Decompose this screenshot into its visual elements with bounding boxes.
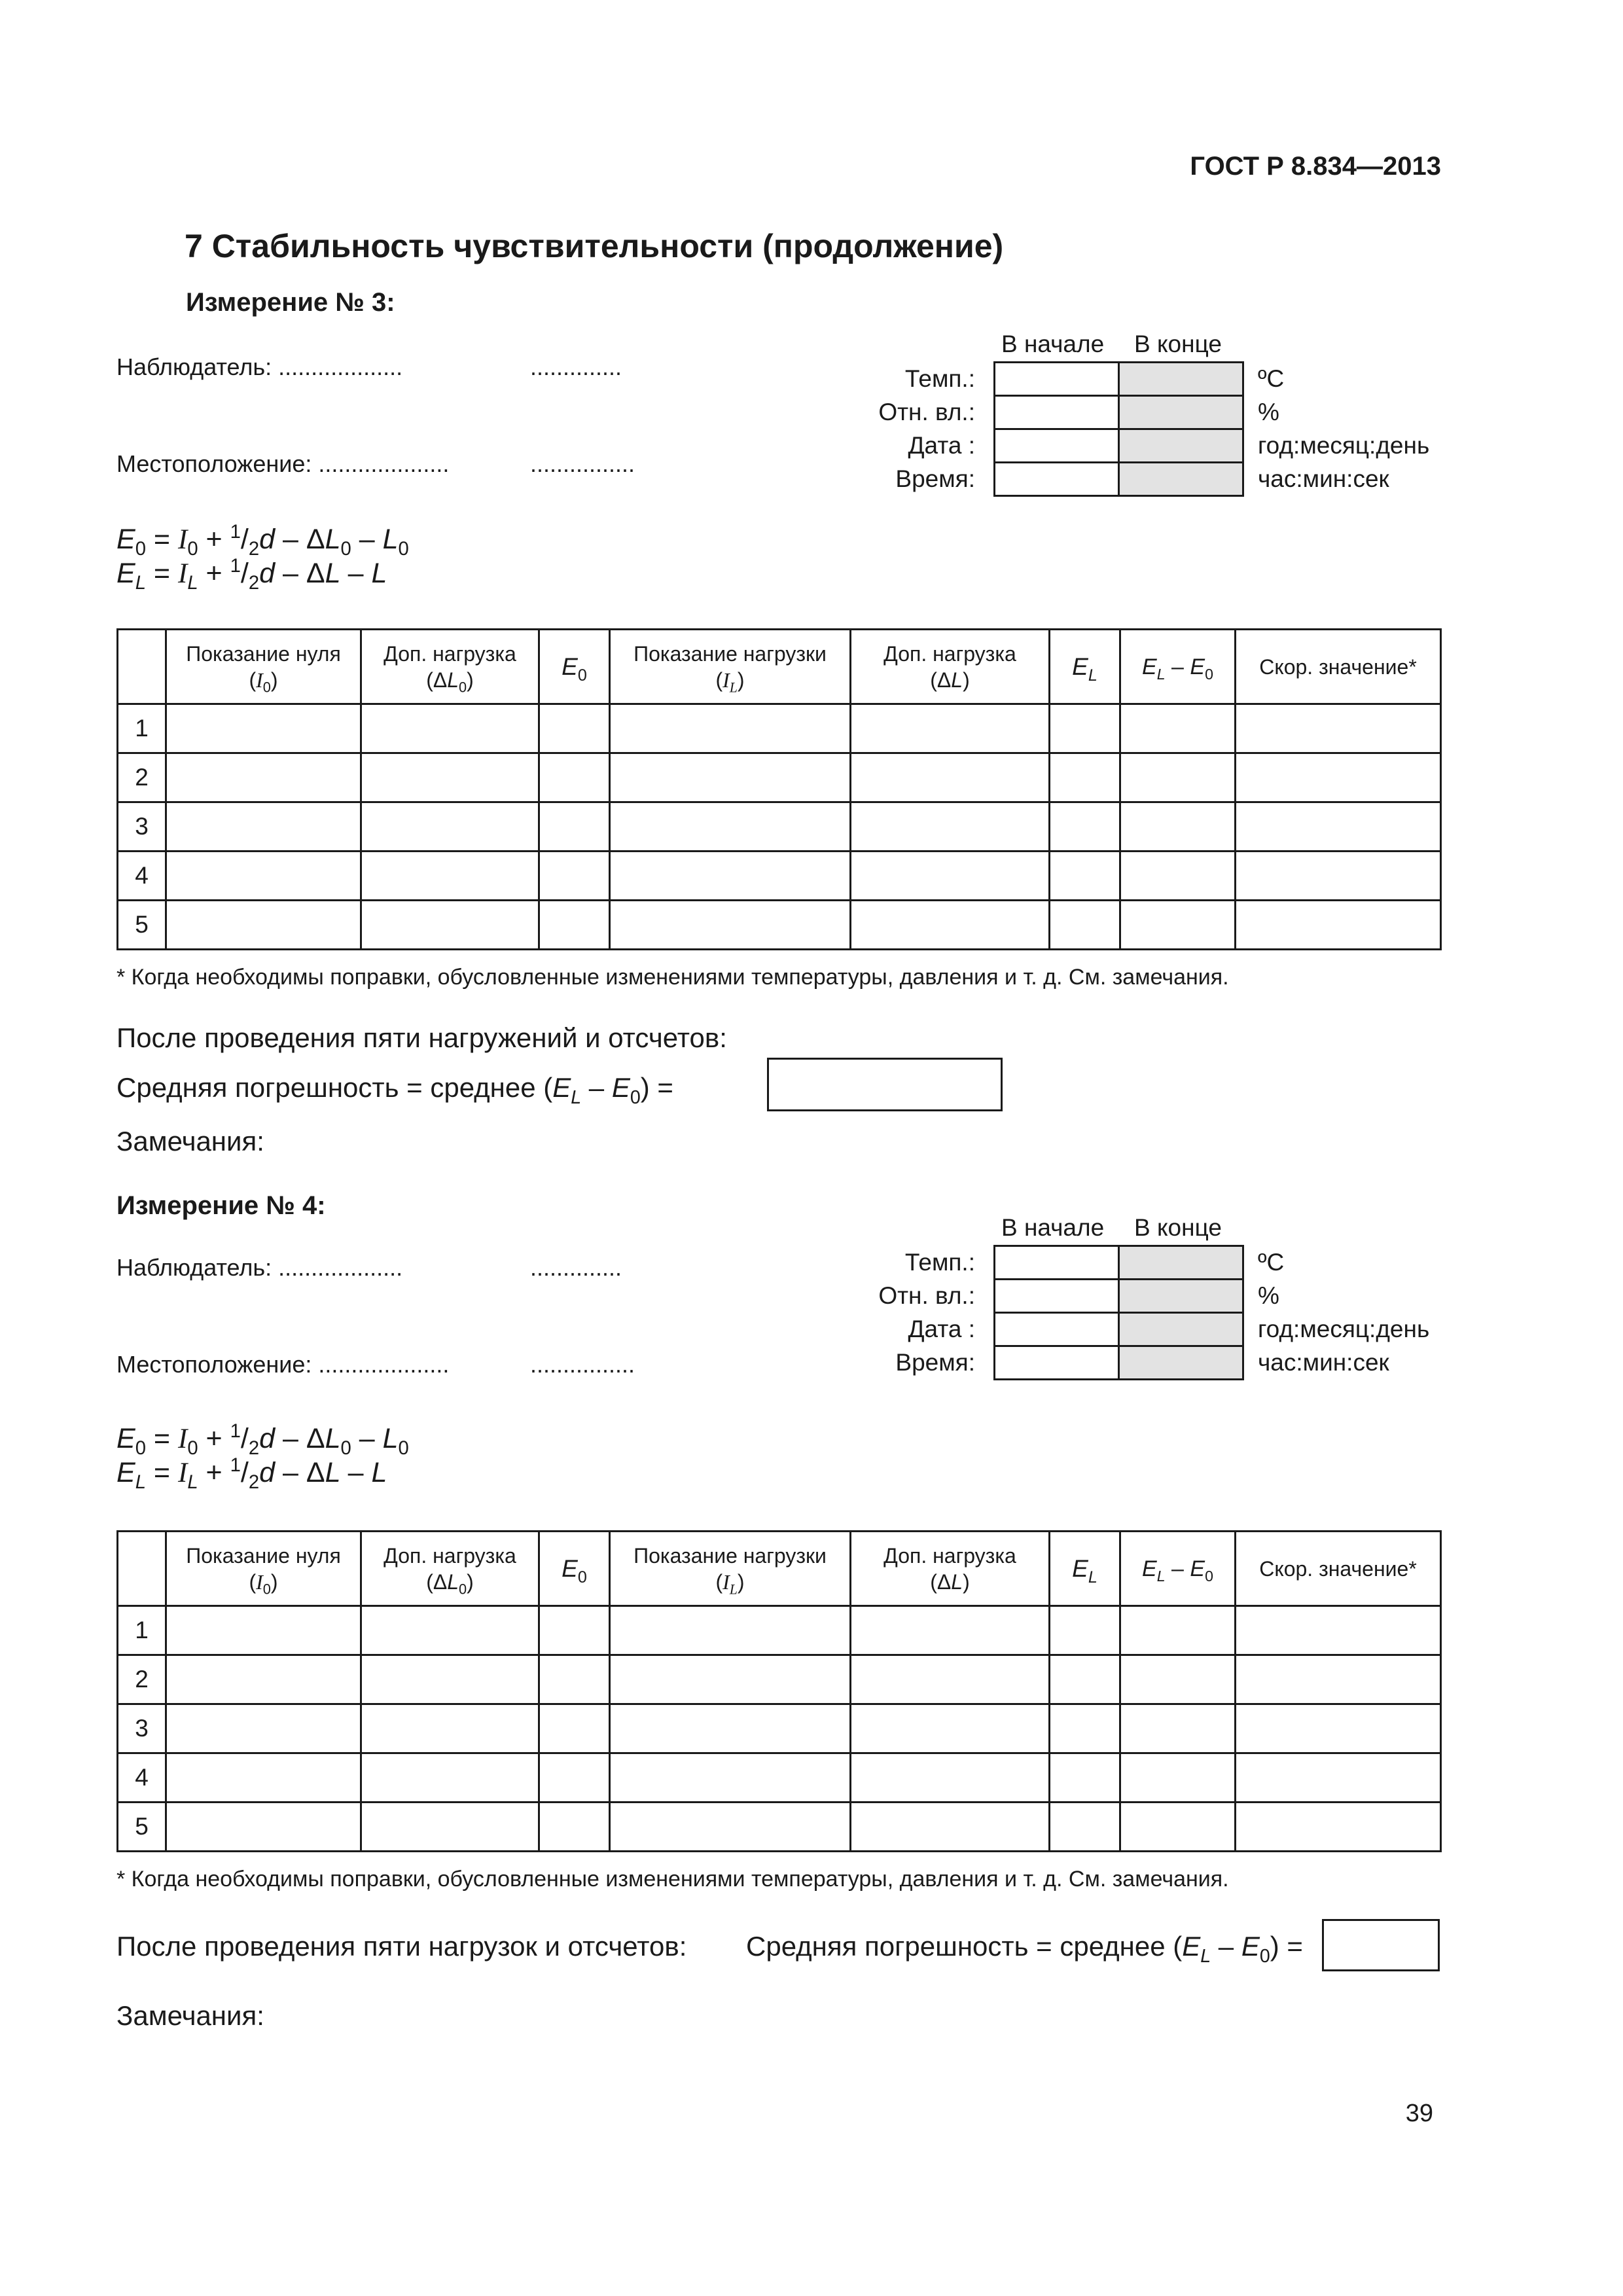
data-cell[interactable] [1050,753,1120,802]
data-cell[interactable] [539,1704,610,1753]
footnote: * Когда необходимы поправки, обусловленные изменениями температуры, давления и т. д. См. замечания. [116,1867,1229,1892]
data-cell[interactable] [539,901,610,950]
humidity-unit: % [1258,1282,1279,1309]
table-row [118,704,1441,753]
time-end-cell[interactable] [1118,1345,1244,1380]
measurement-4-title: Измерение № 4: [116,1191,326,1220]
row-number: 4 [118,1753,166,1803]
observer-extra-field[interactable]: .............. [530,1254,622,1281]
time-unit: час:мин:сек [1258,465,1389,492]
data-cell[interactable] [539,852,610,901]
data-cell[interactable] [1050,1704,1120,1753]
humidity-label: Отн. вл.: [878,399,975,425]
after-loads-text: После проведения пяти нагружений и отсчетов: [116,1022,727,1053]
table-header-e0: $E_0$ [539,1532,610,1606]
location-field[interactable]: Местоположение: .................... [116,450,450,477]
data-cell[interactable] [1120,1704,1236,1753]
data-cell[interactable] [1050,704,1120,753]
document-header: ГОСТ Р 8.834—2013 [1190,152,1441,181]
data-cell[interactable] [1120,802,1236,852]
data-cell[interactable] [610,852,851,901]
date-start-cell[interactable] [993,1312,1120,1347]
time-start-cell[interactable] [993,461,1120,497]
data-cell[interactable] [361,802,539,852]
time-label: Время: [895,465,975,492]
data-cell[interactable] [1120,901,1236,950]
data-cell[interactable] [539,1753,610,1803]
row-number: 1 [118,704,166,753]
location-extra-field[interactable]: ................ [530,450,635,477]
table-row [118,1606,1441,1655]
data-cell[interactable] [610,1655,851,1704]
data-cell[interactable] [851,753,1050,802]
data-cell[interactable] [1120,753,1236,802]
table-row [118,852,1441,901]
row-number: 1 [118,1606,166,1655]
row-number: 5 [118,1803,166,1852]
data-cell[interactable] [851,802,1050,852]
data-cell[interactable] [610,802,851,852]
humidity-unit: % [1258,399,1279,425]
time-label: Время: [895,1349,975,1376]
data-cell[interactable] [166,1704,361,1753]
data-cell[interactable] [610,704,851,753]
data-cell[interactable] [851,704,1050,753]
table-header-corrected: Скор. значение* [1236,630,1441,704]
table-row [118,1753,1441,1803]
table-header-el: $E_L$ [1050,1532,1120,1606]
data-cell[interactable] [851,852,1050,901]
humidity-end-cell[interactable] [1118,1278,1244,1314]
data-cell[interactable] [1050,1606,1120,1655]
table-header-add-load-0: Доп. нагрузка $(\Delta L_0)$ [361,630,539,704]
data-cell[interactable] [851,901,1050,950]
footnote: * Когда необходимы поправки, обусловленные изменениями температуры, давления и т. д. См. замечания. [116,965,1229,990]
data-cell[interactable] [851,1704,1050,1753]
remarks-label: Замечания: [116,2000,264,2031]
table-row [118,802,1441,852]
data-cell[interactable] [1236,901,1441,950]
temp-unit: ºC [1258,365,1285,392]
data-cell[interactable] [1120,852,1236,901]
section-title: 7 Стабильность чувствительности (продолжение) [185,228,1004,264]
data-cell[interactable] [539,1606,610,1655]
data-cell[interactable] [1120,1803,1236,1852]
time-unit: час:мин:сек [1258,1349,1389,1376]
data-cell[interactable] [166,852,361,901]
data-cell[interactable] [1236,1704,1441,1753]
data-cell[interactable] [1236,802,1441,852]
date-start-cell[interactable] [993,428,1120,463]
table-row [118,1704,1441,1753]
data-cell[interactable] [539,704,610,753]
temp-unit: ºC [1258,1249,1285,1276]
location-extra-field[interactable]: ................ [530,1351,635,1378]
temp-label: Темп.: [904,1249,975,1276]
row-number: 2 [118,753,166,802]
date-end-cell[interactable] [1118,1312,1244,1347]
data-cell[interactable] [166,704,361,753]
data-cell[interactable] [166,901,361,950]
table-row [118,1655,1441,1704]
formula-el: $E_L = I_L + ^1/_2d - \Delta L - L$ [116,1454,387,1494]
data-cell[interactable] [361,852,539,901]
table-header-el: $E_L$ [1050,630,1120,704]
data-cell[interactable] [361,1606,539,1655]
data-cell[interactable] [1050,1655,1120,1704]
time-end-cell[interactable] [1118,461,1244,497]
data-cell[interactable] [166,753,361,802]
row-number: 4 [118,852,166,901]
table-header-zero-reading: Показание нуля $(I_0)$ [166,1532,361,1606]
measurement-3-table [116,628,1442,950]
data-cell[interactable] [610,1704,851,1753]
data-cell[interactable] [610,901,851,950]
observer-field[interactable]: Наблюдатель: ................... [116,353,403,380]
data-cell[interactable] [1236,1606,1441,1655]
data-cell[interactable] [361,753,539,802]
table-row [118,1803,1441,1852]
data-cell[interactable] [1236,1655,1441,1704]
table-header-add-load: Доп. нагрузка (ΔL) [851,1532,1050,1606]
data-cell[interactable] [166,1753,361,1803]
conditions-end-header: В конце [1134,331,1222,357]
data-cell[interactable] [361,1655,539,1704]
table-header-index [118,630,166,704]
formula-e0: $E_0 = I_0 + ^1/_2d - \Delta L_0 - L_0$ [116,521,409,560]
data-cell[interactable] [166,802,361,852]
data-cell[interactable] [361,901,539,950]
date-unit: год:месяц:день [1258,432,1430,459]
formula-el: $E_L = I_L + ^1/_2d - \Delta L - L$ [116,555,387,594]
temp-end-cell[interactable] [1118,1245,1244,1280]
time-start-cell[interactable] [993,1345,1120,1380]
humidity-start-cell[interactable] [993,1278,1120,1314]
after-loads-text: После проведения пяти нагрузок и отсчетов: [116,1931,687,1962]
data-cell[interactable] [1120,1655,1236,1704]
measurement-3-title: Измерение № 3: [186,288,395,317]
page-number: 39 [1405,2100,1433,2127]
table-header-load-reading: Показание нагрузки $(I_L)$ [610,1532,851,1606]
data-cell[interactable] [361,1803,539,1852]
table-header-corrected: Скор. значение* [1236,1532,1441,1606]
data-cell[interactable] [539,753,610,802]
data-cell[interactable] [610,1753,851,1803]
data-cell[interactable] [1236,1753,1441,1803]
data-cell[interactable] [1050,802,1120,852]
remarks-label: Замечания: [116,1126,264,1157]
data-cell[interactable] [539,1803,610,1852]
location-field[interactable]: Местоположение: .................... [116,1351,450,1378]
data-cell[interactable] [1050,1803,1120,1852]
table-row [118,753,1441,802]
observer-extra-field[interactable]: .............. [530,353,622,380]
formula-e0: $E_0 = I_0 + ^1/_2d - \Delta L_0 - L_0$ [116,1420,409,1460]
date-end-cell[interactable] [1118,428,1244,463]
data-cell[interactable] [1120,1606,1236,1655]
row-number: 2 [118,1655,166,1704]
data-cell[interactable] [1120,704,1236,753]
table-row [118,901,1441,950]
data-cell[interactable] [1050,901,1120,950]
data-cell[interactable] [361,1753,539,1803]
observer-field[interactable]: Наблюдатель: ................... [116,1254,403,1281]
mean-error-result-box[interactable] [767,1058,1003,1111]
mean-error-result-box[interactable] [1322,1919,1440,1971]
table-header-load-reading: Показание нагрузки $(I_L)$ [610,630,851,704]
conditions-start-header: В начале [1001,1214,1105,1241]
table-header-zero-reading: Показание нуля $(I_0)$ [166,630,361,704]
data-cell[interactable] [1236,1803,1441,1852]
data-cell[interactable] [851,1606,1050,1655]
data-cell[interactable] [361,1704,539,1753]
data-cell[interactable] [1050,1753,1120,1803]
conditions-start-header: В начале [1001,331,1105,357]
row-number: 3 [118,1704,166,1753]
temp-start-cell[interactable] [993,1245,1120,1280]
humidity-label: Отн. вл.: [878,1282,975,1309]
table-header-add-load-0: Доп. нагрузка $(\Delta L_0)$ [361,1532,539,1606]
table-header-index [118,1532,166,1606]
data-cell[interactable] [539,1655,610,1704]
table-header-el-minus-e0: $E_L - E_0$ [1120,1532,1236,1606]
mean-error-label: Средняя погрешность = среднее $(E_L - E_0)$ = [116,1072,673,1108]
data-cell[interactable] [610,1606,851,1655]
data-cell[interactable] [1236,753,1441,802]
data-cell[interactable] [610,1803,851,1852]
conditions-end-header: В конце [1134,1214,1222,1241]
date-label: Дата : [908,1316,975,1342]
temp-end-cell[interactable] [1118,361,1244,397]
table-header-e0: $E_0$ [539,630,610,704]
date-unit: год:месяц:день [1258,1316,1430,1342]
mean-error-label: Средняя погрешность = среднее $(E_L - E_0)$ = [746,1931,1303,1967]
table-header-add-load: Доп. нагрузка (ΔL) [851,630,1050,704]
data-cell[interactable] [851,1753,1050,1803]
measurement-4-table [116,1530,1442,1852]
data-cell[interactable] [610,753,851,802]
table-header-el-minus-e0: $E_L - E_0$ [1120,630,1236,704]
temp-label: Темп.: [904,365,975,392]
humidity-start-cell[interactable] [993,395,1120,430]
data-cell[interactable] [166,1655,361,1704]
data-cell[interactable] [1050,852,1120,901]
data-cell[interactable] [1236,704,1441,753]
data-cell[interactable] [361,704,539,753]
row-number: 3 [118,802,166,852]
data-cell[interactable] [539,802,610,852]
row-number: 5 [118,901,166,950]
data-cell[interactable] [166,1803,361,1852]
data-cell[interactable] [1236,852,1441,901]
data-cell[interactable] [851,1803,1050,1852]
data-cell[interactable] [166,1606,361,1655]
humidity-end-cell[interactable] [1118,395,1244,430]
temp-start-cell[interactable] [993,361,1120,397]
data-cell[interactable] [851,1655,1050,1704]
date-label: Дата : [908,432,975,459]
data-cell[interactable] [1120,1753,1236,1803]
